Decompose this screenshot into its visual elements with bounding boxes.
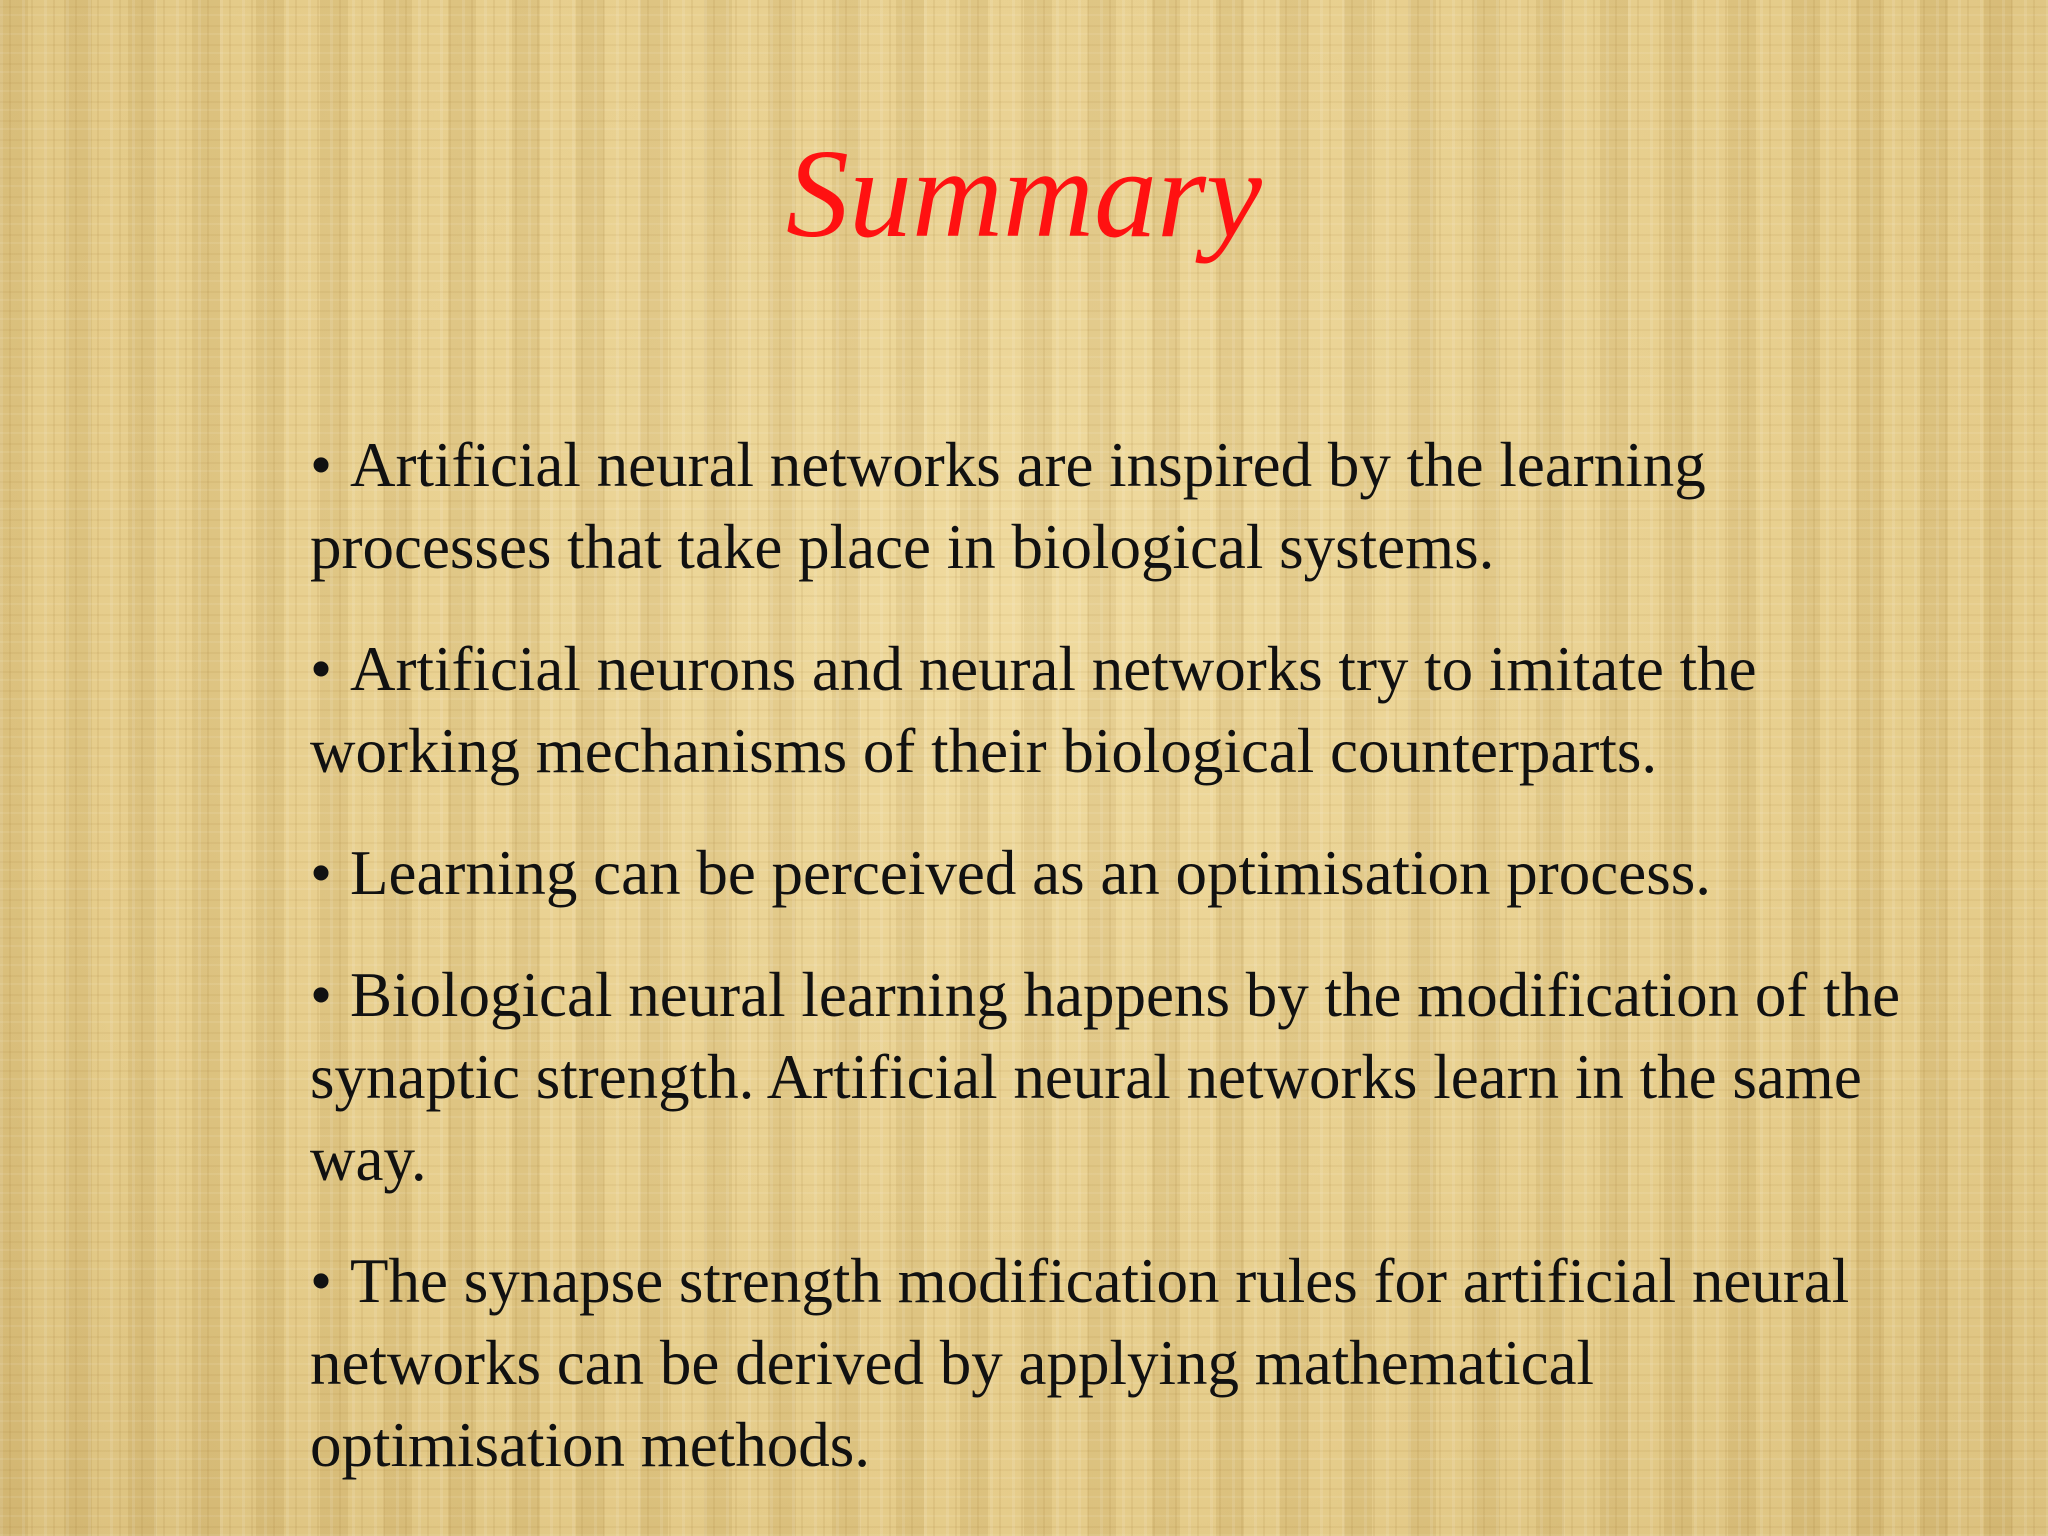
bullet-text: Artificial neurons and neural networks try to imitate the working mechanisms of their biological counterparts. <box>310 634 1757 786</box>
slide-title: Summary <box>786 125 1262 264</box>
bullet-item <box>310 832 1910 914</box>
bullet-item <box>310 1240 1910 1486</box>
bullet-text: The synapse strength modification rules for artificial neural networks can be derived by applying mathematical optimisation methods. <box>310 1246 1850 1480</box>
bullet-icon: • <box>310 960 333 1030</box>
bullet-icon: • <box>310 838 333 908</box>
bullet-item <box>310 954 1910 1200</box>
bullet-icon: • <box>310 634 333 704</box>
bullet-list <box>310 424 1910 1526</box>
bullet-text: Artificial neural networks are inspired by the learning processes that take place in biological systems. <box>310 430 1706 582</box>
bullet-text: Biological neural learning happens by the modification of the synaptic strength. Artificial neural networks learn in the same way. <box>310 960 1901 1194</box>
bullet-item <box>310 424 1910 588</box>
bullet-icon: • <box>310 430 333 500</box>
bullet-icon: • <box>310 1246 333 1316</box>
bullet-item <box>310 628 1910 792</box>
bullet-text: Learning can be perceived as an optimisation process. <box>350 838 1711 908</box>
